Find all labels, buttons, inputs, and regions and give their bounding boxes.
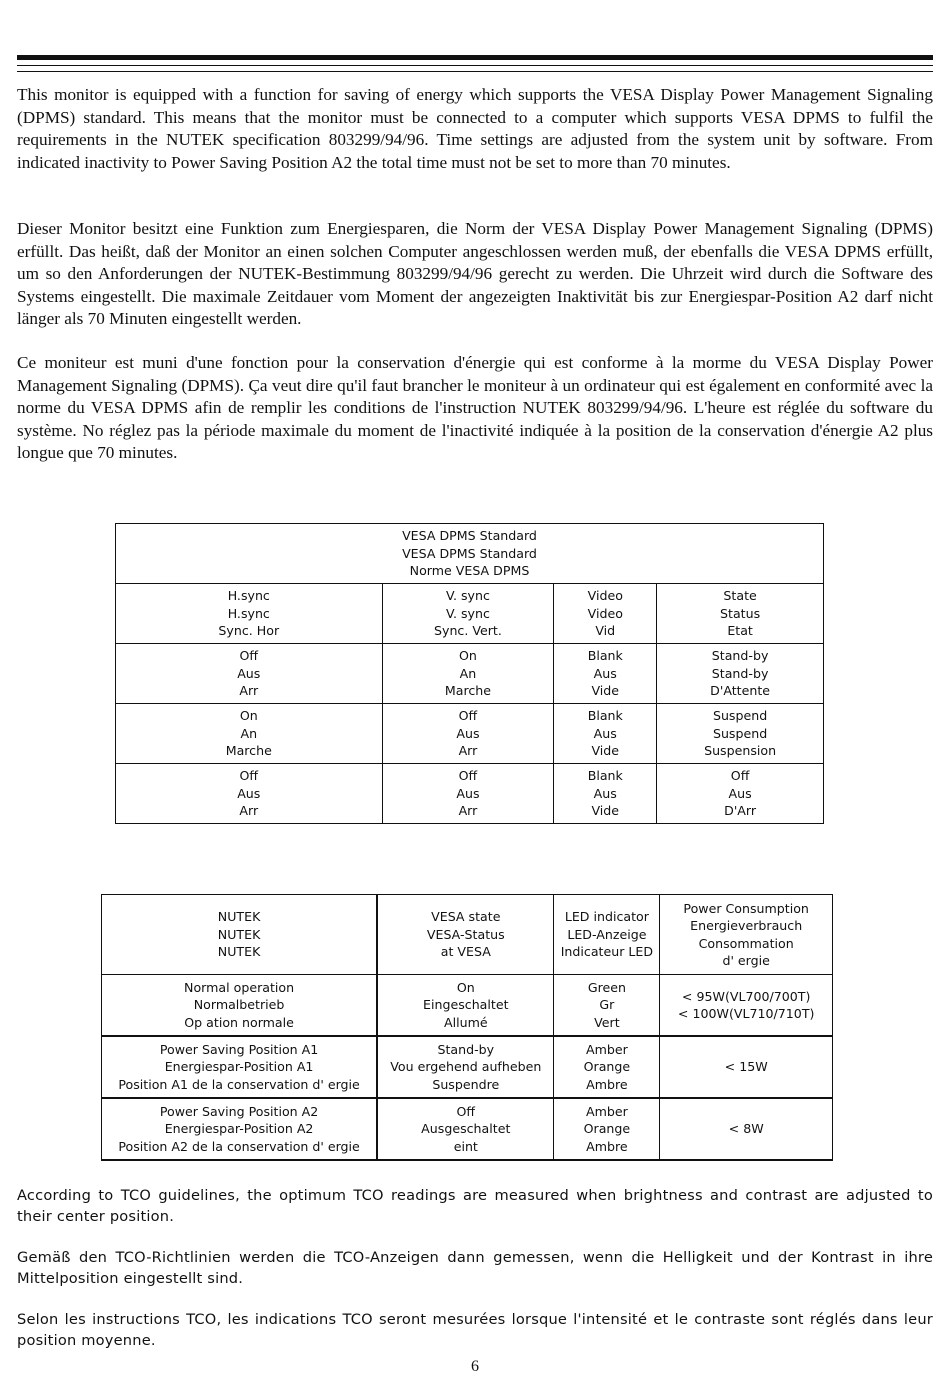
table-row: On An Marche Off Aus Arr Blank Aus Vide Suspend Suspend Suspension (116, 704, 824, 764)
dpms-table-title: VESA DPMS Standard VESA DPMS Standard Norme VESA DPMS (116, 524, 824, 584)
table-row: Power Saving Position A2 Energiespar-Position A2 Position A2 de la conservation d' ergie Off Ausgeschaltet eint Amber Orange Ambre < 8W (102, 1098, 833, 1160)
nutek-header-nutek: NUTEK NUTEK NUTEK (102, 895, 378, 975)
paragraph-german: Dieser Monitor besitzt eine Funktion zum Energiesparen, die Norm der VESA Display Power Management Signaling (DPMS) erfüllt. Das heißt, daß der Monitor an einen solchen Computer angeschlossen werden muß, der ebenfalls die VESA DPMS erfüllt, um so den Anforderungen der NUTEK-Bestimmung 803299/94/96 gerecht zu werden. Die Uhrzeit wird durch die Software des Systems eingestellt. Die maximale Zeitdauer vom Moment der angezeigten Inaktivität bis zur Energiespar-Position A2 darf nicht länger als 70 Minuten eingestellt werden. (17, 219, 933, 328)
tco-note-english: According to TCO guidelines, the optimum TCO readings are measured when brightness and contrast are adjusted to their center position. (17, 1187, 933, 1225)
tco-note-german: Gemäß den TCO-Richtlinien werden die TCO-Anzeigen dann gemessen, wenn die Helligkeit und der Kontrast in ihre Mittelposition eingestellt sind. (17, 1249, 933, 1287)
nutek-header-power: Power Consumption Energieverbrauch Consommation d' ergie (660, 895, 833, 975)
table-row: Power Saving Position A1 Energiespar-Position A1 Position A1 de la conservation d' ergie Stand-by Vou ergehend aufheben Suspendre Amber Orange Ambre < 15W (102, 1036, 833, 1098)
paragraph-french: Ce moniteur est muni d'une fonction pour la conservation d'énergie qui est conforme à la morme du VESA Display Power Management Signaling (DPMS). Ça veut dire qu'il faut brancher le moniteur à un ordinateur qui est également en conformité avec la norme du VESA DPMS afin de remplir les conditions de l'instruction NUTEK 803299/94/96. L'heure est réglée du software du système. No réglez pas la période maximale du moment de l'inactivité indiquée à la position de la conservation d'énergie A2 plus longue que 70 minutes. (17, 353, 933, 462)
dpms-header-hsync: H.sync H.sync Sync. Hor (116, 584, 383, 644)
nutek-power-table (101, 894, 833, 1161)
page-number: 6 (471, 1358, 479, 1375)
header-rule-thin (17, 71, 933, 72)
vesa-dpms-table (115, 523, 824, 824)
nutek-header-led: LED indicator LED-Anzeige Indicateur LED (554, 895, 660, 975)
paragraph-english: This monitor is equipped with a function for saving of energy which supports the VESA Display Power Management Signaling (DPMS) standard. This means that the monitor must be connected to a computer which supports VESA DPMS to fulfil the requirements in the NUTEK specification 803299/94/96. Time settings are adjusted from the system unit by software. From indicated inactivity to Power Saving Position A2 the total time must not be set to more than 70 minutes. (17, 85, 933, 172)
dpms-header-video: Video Video Vid (554, 584, 657, 644)
nutek-header-vesa-state: VESA state VESA-Status at VESA (377, 895, 554, 975)
tco-note-french: Selon les instructions TCO, les indications TCO seront mesurées lorsque l'intensité et le contraste sont réglés dans leur position moyenne. (17, 1311, 933, 1349)
dpms-header-state: State Status Etat (657, 584, 824, 644)
table-row: Off Aus Arr On An Marche Blank Aus Vide Stand-by Stand-by D'Attente (116, 644, 824, 704)
table-row: Off Aus Arr Off Aus Arr Blank Aus Vide Off Aus D'Arr (116, 764, 824, 824)
table-row: Normal operation Normalbetrieb Op ation normale On Eingeschaltet Allumé Green Gr Vert < 95W(VL700/700T) < 100W(VL710/710T) (102, 975, 833, 1037)
header-rule-thick (17, 55, 933, 60)
dpms-header-vsync: V. sync V. sync Sync. Vert. (382, 584, 554, 644)
header-rule-thin (17, 65, 933, 66)
